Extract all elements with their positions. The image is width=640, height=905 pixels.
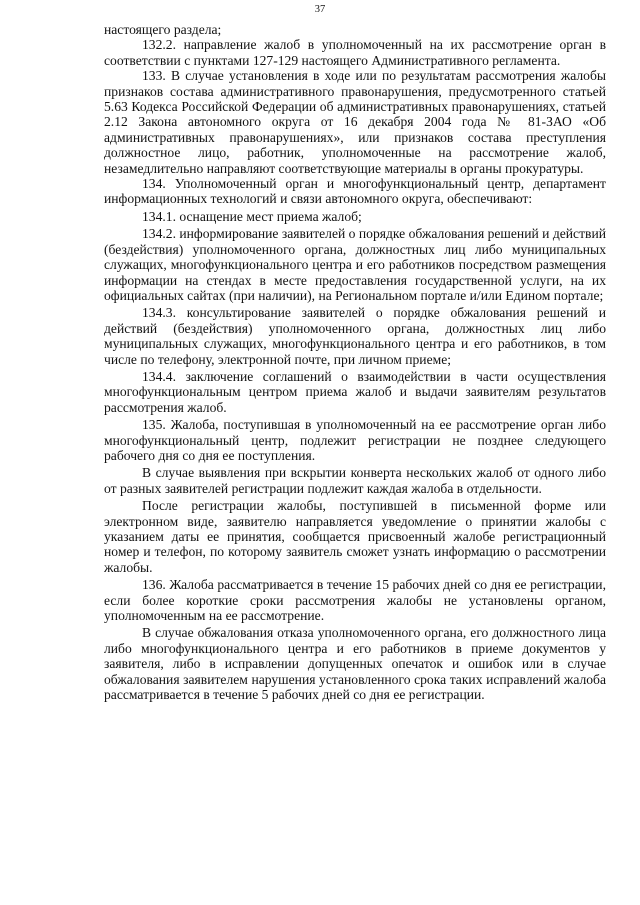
paragraph-134-4: 134.4. заключение соглашений о взаимодействии в части осуществления многофункциональным центром приема жалоб и выдачи заявителям результатов рассмотрения жалоб. <box>104 368 606 415</box>
paragraph-section-end: настоящего раздела; <box>104 22 222 37</box>
paragraph-134-1: 134.1. оснащение мест приема жалоб; <box>142 208 362 224</box>
paragraph-135-envelope: В случае выявления при вскрытии конверта нескольких жалоб от одного либо от разных заявителей регистрации подлежит каждая жалоба в отдельности. <box>104 465 606 496</box>
paragraph-134-3: 134.3. консультирование заявителей о порядке обжалования решений и действий (бездействия) уполномоченного органа, должностных лиц либо муниципальных служащих, многофункционального центра и его работников, в том числе по телефону, электронной почте, при личном приеме; <box>104 305 606 367</box>
document-body <box>104 22 606 702</box>
paragraph-135-notification: После регистрации жалобы, поступившей в письменной форме или электронном виде, заявителю направляется уведомление о принятии жалобы с указанием даты ее принятия, сообщается присвоенный жалобе регистрационный номер и телефон, по которому заявитель сможет узнать информацию о рассмотрении жалобы. <box>104 498 606 575</box>
paragraph-136: 136. Жалоба рассматривается в течение 15 рабочих дней со дня ее регистрации, если более короткие сроки рассмотрения жалобы не установлены органом, уполномоченным на ее рассмотрение. <box>104 577 606 624</box>
paragraph-136-refusal: В случае обжалования отказа уполномоченного органа, его должностного лица либо многофункционального центра и его работников в приеме документов у заявителя, либо в исправлении допущенных опечаток и ошибок или в случае обжалования заявителем нарушения установленного срока таких исправлений жалоба рассматривается в течение 5 рабочих дней со дня ее регистрации. <box>104 625 606 703</box>
paragraph-133: 133. В случае установления в ходе или по результатам рассмотрения жалобы признаков состава административного правонарушения, предусмотренного статьей 5.63 Кодекса Российской Федерации об административных правонарушениях, статьей 2.12 Закона автономного округа от 16 декабря 2004 года № 81-ЗАО «Об административных правонарушениях», или признаков состава преступления должностное лицо, работник, уполномоченные на рассмотрение жалоб, незамедлительно направляют соответствующие материалы в органы прокуратуры. <box>104 68 606 176</box>
page-number: 37 <box>314 4 326 15</box>
paragraph-135: 135. Жалоба, поступившая в уполномоченный на ее рассмотрение орган либо многофункциональный центр, подлежит регистрации не позднее следующего рабочего дня со дня ее поступления. <box>104 417 606 463</box>
paragraph-132-2: 132.2. направление жалоб в уполномоченный на их рассмотрение орган в соответствии с пунктами 127-129 настоящего Административного регламента. <box>104 37 606 68</box>
paragraph-134: 134. Уполномоченный орган и многофункциональный центр, департамент информационных технологий и связи автономного округа, обеспечивают: <box>104 176 606 207</box>
paragraph-134-2: 134.2. информирование заявителей о порядке обжалования решений и действий (бездействия) уполномоченного органа, должностных лиц либо муниципальных служащих, многофункционального центра и его работников посредством размещения информации на стендах в месте предоставления государственной услуги, на их официальных сайтах (при наличии), на Региональном портале и/или Едином портале; <box>104 226 606 303</box>
